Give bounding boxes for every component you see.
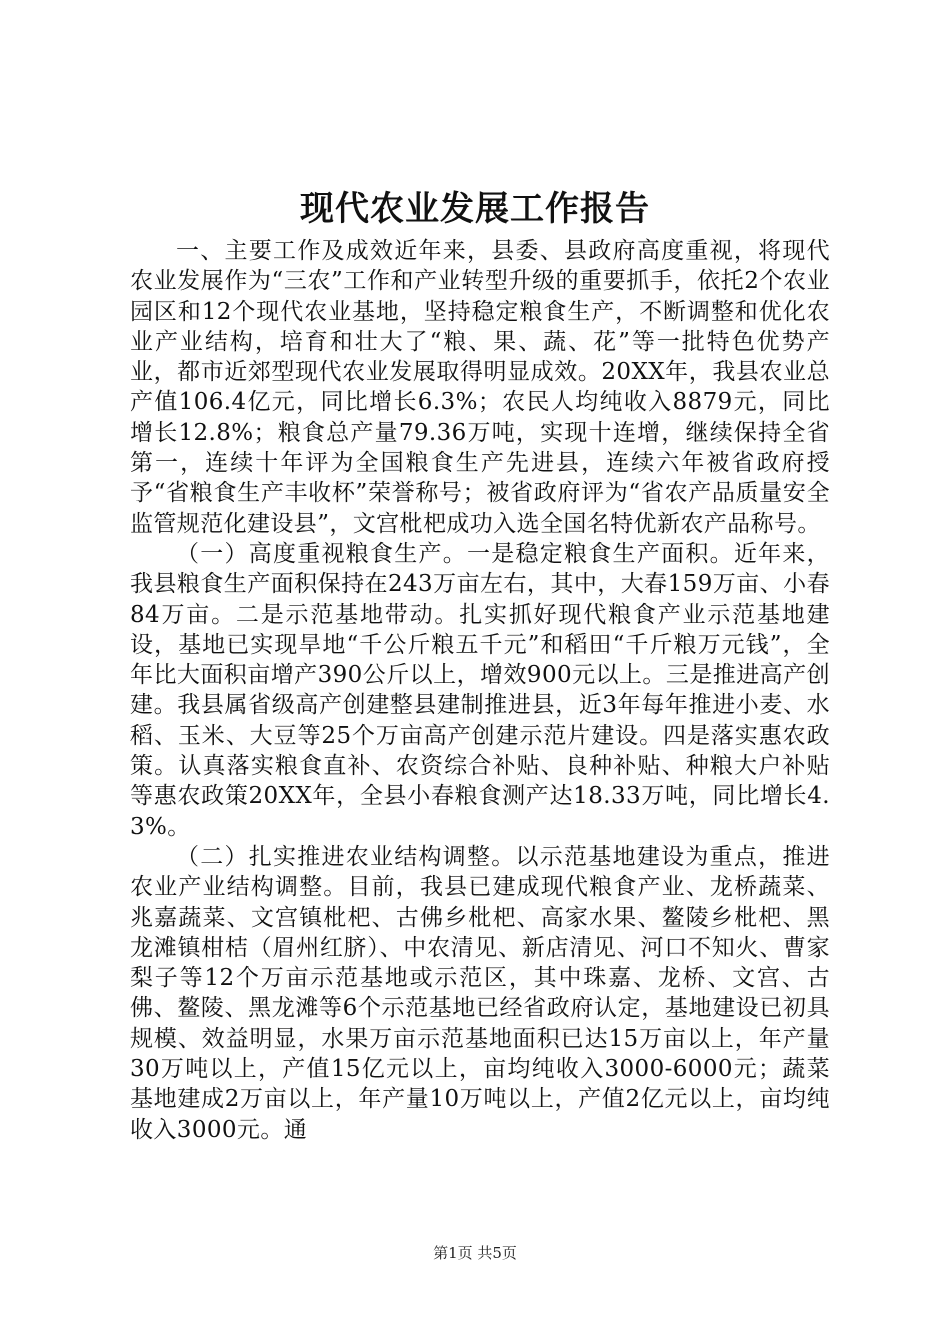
paragraph-grain-production: （一）高度重视粮食生产。一是稳定粮食生产面积。近年来，我县粮食生产面积保持在243万亩左右，其中，大春159万亩、小春84万亩。二是示范基地带动。扎实抓好现代粮食产业示范基地建设，基地已实现旱地“千公斤粮五千元”和稻田“千斤粮万元钱”，全年比大面积亩增产390公斤以上，增效900元以上。三是推进高产创建。我县属省级高产创建整县建制推进县，近3年每年推进小麦、水稻、玉米、大豆等25个万亩高产创建示范片建设。四是落实惠农政策。认真落实粮食直补、农资综合补贴、良种补贴、种粮大户补贴等惠农政策20XX年，全县小春粮食测产达18.33万吨，同比增长4.3%。 bbox=[130, 540, 830, 840]
paragraph-main-achievements: 一、主要工作及成效近年来，县委、县政府高度重视，将现代农业发展作为“三农”工作和产业转型升级的重要抓手，依托2个农业园区和12个现代农业基地，坚持稳定粮食生产，不断调整和优化农业产业结构，培育和壮大了“粮、果、蔬、花”等一批特色优势产业，都市近郊型现代农业发展取得明显成效。20XX年，我县农业总产值106.4亿元，同比增长6.3%；农民人均纯收入8879元，同比增长12.8%；粮食总产量79.36万吨，实现十连增，继续保持全省第一，连续十年评为全国粮食生产先进县，连续六年被省政府授予“省粮食生产丰收杯”荣誉称号；被省政府评为“省农产品质量安全监管规范化建设县”，文宫枇杷成功入选全国名特优新农产品称号。 bbox=[130, 238, 830, 537]
page-footer: 第1页 共5页 bbox=[433, 1244, 517, 1262]
document-title: 现代农业发展工作报告 bbox=[300, 189, 650, 229]
document-body bbox=[130, 236, 830, 1145]
paragraph-structure-adjustment: （二）扎实推进农业结构调整。以示范基地建设为重点，推进农业产业结构调整。目前，我县已建成现代粮食产业、龙桥蔬菜、兆嘉蔬菜、文宫镇枇杷、古佛乡枇杷、高家水果、鳌陵乡枇杷、黑龙滩镇柑桔（眉州红脐）、中农清见、新店清见、河口不知火、曹家梨子等12个万亩示范基地或示范区，其中珠嘉、龙桥、文宫、古佛、鳌陵、黑龙滩等6个示范基地已经省政府认定，基地建设已初具规模、效益明显，水果万亩示范基地面积已达15万亩以上，年产量30万吨以上，产值15亿元以上，亩均纯收入3000-6000元；蔬菜基地建成2万亩以上，年产量10万吨以上，产值2亿元以上，亩均纯收入3000元。通 bbox=[130, 843, 830, 1143]
